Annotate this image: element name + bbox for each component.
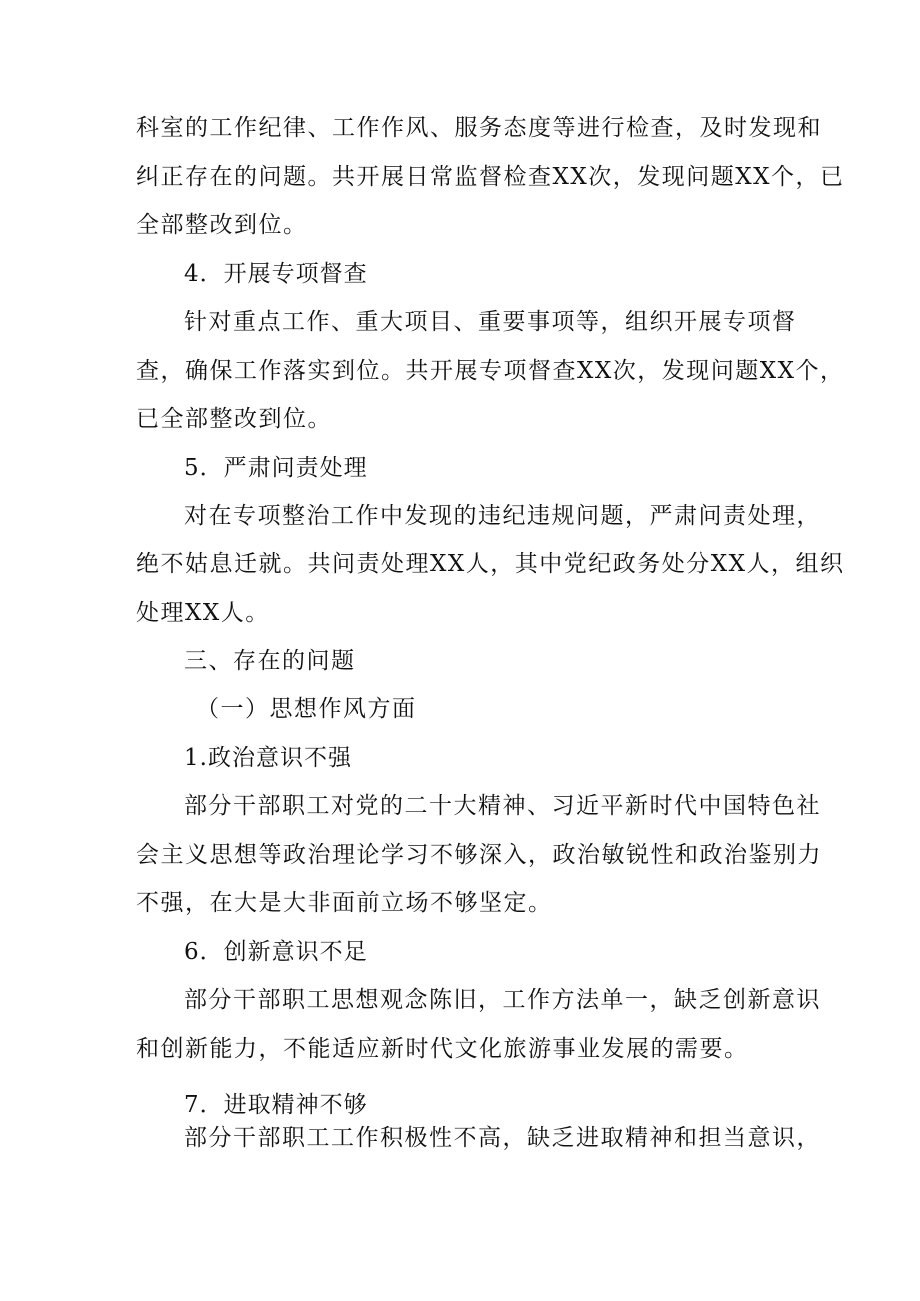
item-heading: 5．严肃问责处理 — [184, 455, 368, 481]
paragraph-line: 部分干部职工思想观念陈旧，工作方法单一，缺乏创新意识 — [184, 987, 821, 1013]
paragraph-line: 针对重点工作、重大项目、重要事项等，组织开展专项督 — [184, 309, 797, 335]
paragraph-line: 对在专项整治工作中发现的违纪违规问题，严肃问责处理， — [184, 503, 821, 529]
paragraph-line: 查，确保工作落实到位。共开展专项督查XX次，发现问题XX个， — [136, 358, 845, 384]
paragraph-line: 科室的工作纪律、工作作风、服务态度等进行检查，及时发现和 — [136, 115, 822, 141]
paragraph-line: 不强，在大是大非面前立场不够坚定。 — [136, 890, 553, 916]
item-heading: 1.政治意识不强 — [184, 745, 352, 771]
subsection-heading: （一）思想作风方面 — [196, 696, 417, 722]
paragraph-line: 会主义思想等政治理论学习不够深入，政治敏锐性和政治鉴别力 — [136, 842, 822, 868]
paragraph-line: 纠正存在的问题。共开展日常监督检查XX次，发现问题XX个，已 — [136, 164, 845, 190]
paragraph-line: 部分干部职工工作积极性不高，缺乏进取精神和担当意识， — [184, 1125, 821, 1151]
item-heading: 4．开展专项督查 — [184, 261, 368, 287]
item-heading: 6．创新意识不足 — [184, 939, 368, 965]
paragraph-line: 部分干部职工对党的二十大精神、习近平新时代中国特色社 — [184, 793, 821, 819]
paragraph-line: 绝不姑息迁就。共问责处理XX人，其中党纪政务处分XX人，组织 — [136, 551, 845, 577]
paragraph-line: 全部整改到位。 — [136, 212, 308, 238]
item-heading: 7．进取精神不够 — [184, 1092, 368, 1118]
paragraph-line: 已全部整改到位。 — [136, 406, 332, 432]
paragraph-line: 和创新能力，不能适应新时代文化旅游事业发展的需要。 — [136, 1036, 749, 1062]
section-heading: 三、存在的问题 — [184, 648, 356, 674]
paragraph-line: 处理XX人。 — [136, 600, 270, 626]
